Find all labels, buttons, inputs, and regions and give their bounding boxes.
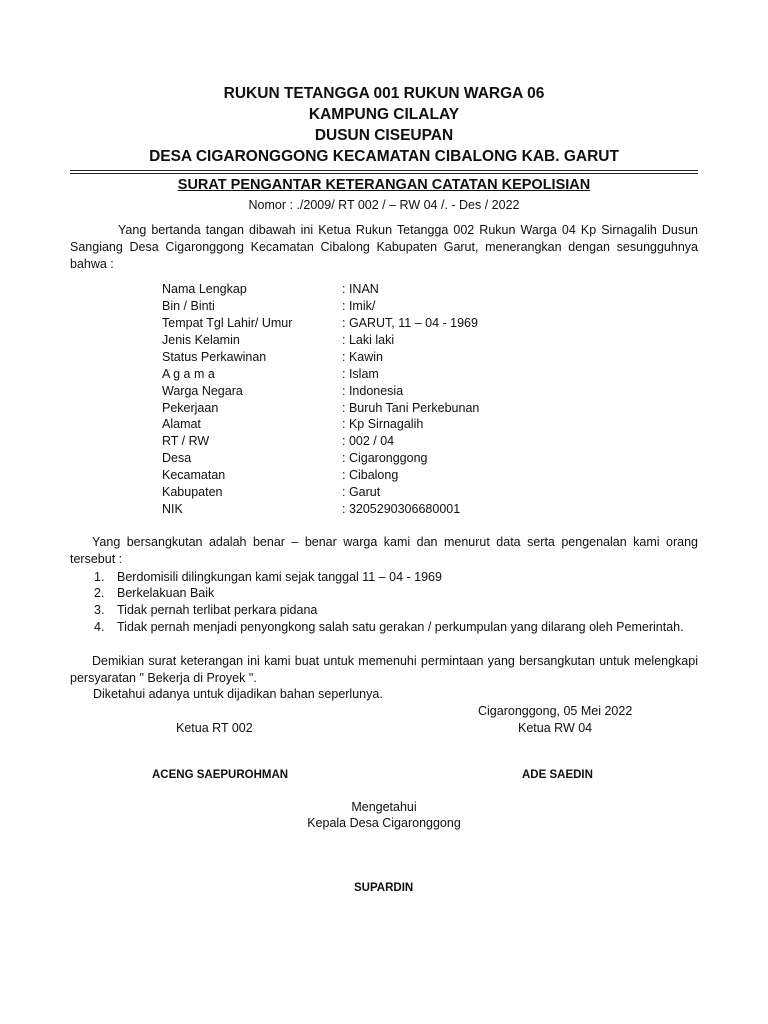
identity-value: : Kp Sirnagalih bbox=[342, 417, 424, 431]
identity-label: Status Perkawinan bbox=[162, 350, 267, 364]
identity-label: Bin / Binti bbox=[162, 299, 215, 313]
closing-note: Diketahui adanya untuk dijadikan bahan seperlunya. bbox=[93, 687, 383, 701]
list-item: Berkelakuan Baik bbox=[117, 586, 215, 600]
identity-value: : Buruh Tani Perkebunan bbox=[342, 401, 480, 415]
identity-value: : 3205290306680001 bbox=[342, 502, 461, 516]
village-head-title: Kepala Desa Cigaronggong bbox=[307, 816, 461, 830]
place-date: Cigaronggong, 05 Mei 2022 bbox=[478, 704, 633, 718]
header-divider-top bbox=[70, 170, 698, 171]
identity-label: Desa bbox=[162, 451, 192, 465]
identity-value: : Imik/ bbox=[342, 299, 376, 313]
identity-value: : 002 / 04 bbox=[342, 434, 395, 448]
identity-label: Tempat Tgl Lahir/ Umur bbox=[162, 316, 293, 330]
identity-value: : Cibalong bbox=[342, 468, 399, 482]
identity-value: : Garut bbox=[342, 485, 381, 499]
header-line-3: DUSUN CISEUPAN bbox=[314, 127, 454, 144]
village-head-name: SUPARDIN bbox=[354, 882, 414, 894]
statement-text: Yang bersangkutan adalah benar – benar warga kami dan menurut data serta pengenalan kami orang tersebut : bbox=[70, 535, 698, 566]
identity-label: A g a m a bbox=[162, 367, 215, 381]
identity-label: Kabupaten bbox=[162, 485, 223, 499]
identity-label: Pekerjaan bbox=[162, 401, 219, 415]
intro-paragraph bbox=[70, 222, 698, 272]
document-number: Nomor : ./2009/ RT 002 / – RW 04 /. - Des / 2022 bbox=[248, 198, 520, 212]
rt-signer-name: ACENG SAEPUROHMAN bbox=[152, 769, 289, 781]
list-item: Tidak pernah terlibat perkara pidana bbox=[117, 603, 318, 617]
identity-label: Nama Lengkap bbox=[162, 282, 247, 296]
document-title: SURAT PENGANTAR KETERANGAN CATATAN KEPOLISIAN bbox=[177, 177, 591, 193]
list-item: Berdomisili dilingkungan kami sejak tanggal 11 – 04 - 1969 bbox=[117, 570, 442, 584]
identity-value: : INAN bbox=[342, 282, 379, 296]
list-item: Tidak pernah menjadi penyongkong salah satu gerakan / perkumpulan yang dilarang oleh Pemerintah. bbox=[117, 620, 684, 634]
identity-label: NIK bbox=[162, 502, 183, 516]
identity-label: Kecamatan bbox=[162, 468, 226, 482]
rw-signer-name: ADE SAEDIN bbox=[522, 769, 593, 781]
rt-signer-title: Ketua RT 002 bbox=[176, 721, 253, 735]
identity-label: RT / RW bbox=[162, 434, 210, 448]
closing-text: Demikian surat keterangan ini kami buat untuk memenuhi permintaan yang bersangkutan untuk melengkapi persyaratan " Bekerja di Proyek ". bbox=[70, 654, 698, 685]
intro-text: Yang bertanda tangan dibawah ini Ketua Rukun Tetangga 002 Rukun Warga 04 Kp Sirnagalih Dusun Sangiang Desa Cigaronggong Kecamatan Cibalong Kabupaten Garut, menerangkan dengan sesungguhnya bahwa : bbox=[70, 223, 698, 271]
identity-value: : Kawin bbox=[342, 350, 383, 364]
list-number: 1. bbox=[94, 570, 105, 584]
identity-value: : Cigaronggong bbox=[342, 451, 428, 465]
identity-value: : GARUT, 11 – 04 - 1969 bbox=[342, 316, 478, 330]
header-line-2: KAMPUNG CILALAY bbox=[308, 106, 460, 123]
identity-value: : Indonesia bbox=[342, 384, 404, 398]
header-line-1: RUKUN TETANGGA 001 RUKUN WARGA 06 bbox=[223, 85, 545, 102]
header-divider-bottom bbox=[70, 173, 698, 174]
list-number: 4. bbox=[94, 620, 105, 634]
header-line-4: DESA CIGARONGGONG KECAMATAN CIBALONG KAB. GARUT bbox=[149, 148, 619, 165]
rw-signer-title: Ketua RW 04 bbox=[518, 721, 593, 735]
statement-paragraph bbox=[70, 534, 698, 568]
identity-label: Warga Negara bbox=[162, 384, 243, 398]
acknowledge-label: Mengetahui bbox=[351, 800, 417, 814]
identity-label: Jenis Kelamin bbox=[162, 333, 240, 347]
list-number: 3. bbox=[94, 603, 105, 617]
closing-paragraph bbox=[70, 653, 698, 687]
identity-label: Alamat bbox=[162, 417, 201, 431]
list-number: 2. bbox=[94, 586, 105, 600]
identity-value: : Laki laki bbox=[342, 333, 395, 347]
identity-value: : Islam bbox=[342, 367, 379, 381]
